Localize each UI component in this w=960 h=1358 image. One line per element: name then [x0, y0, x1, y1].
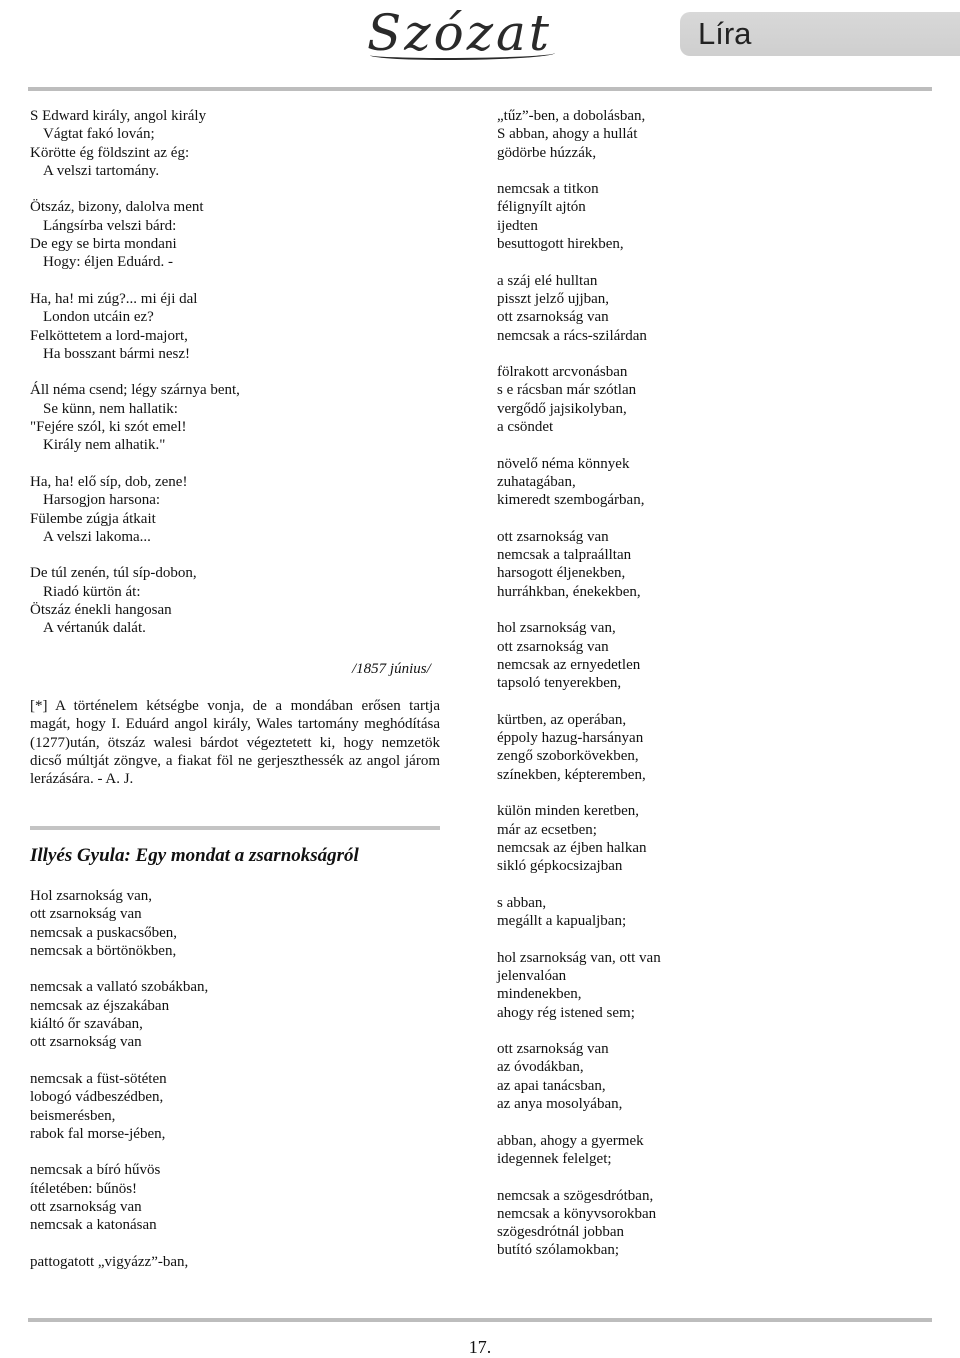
verse-line: ott zsarnokság van — [497, 1041, 609, 1058]
stanza — [497, 802, 917, 875]
verse-line: Ha bosszant bármi nesz! — [43, 345, 191, 362]
verse-line: sikló gépkocsizajban — [497, 858, 623, 875]
verse-line: Ötszáz énekli hangosan — [30, 602, 172, 619]
verse-line: ott zsarnokság van — [497, 528, 609, 545]
verse-line: ott zsarnokság van — [497, 638, 609, 655]
verse-line: nemcsak a talpraálltan — [497, 547, 632, 564]
stanza — [30, 1253, 440, 1271]
stanza — [497, 180, 917, 253]
verse-line: ott zsarnokság van — [30, 1034, 142, 1051]
verse-line: színekben, képteremben, — [497, 766, 646, 783]
verse-line: Lángsírba velszi bárd: — [43, 217, 177, 234]
verse-line: s e rácsban már szótlan — [497, 382, 637, 399]
footnote: [*] A történelem kétségbe vonja, de a mondában erősen tartja magát, hogy I. Eduárd angol király, Wales tartomány meghódítása (1277)után, ötszáz walesi bárdot végeztetett ki, hogy nemzetök dicső múltját zöngve, a fiakat föl ne gerjeszthessék az angol járom lerázására. - A. J. — [30, 698, 440, 788]
verse-line: fölrakott arcvonásban — [497, 364, 628, 381]
verse-line: Fülembe zúgja átkait — [30, 510, 156, 527]
stanza — [30, 978, 440, 1051]
verse-line: a csöndet — [497, 419, 554, 436]
stanza — [30, 473, 442, 546]
verse-line: "Fejére szól, ki szót emel! — [30, 419, 187, 436]
verse-line: Ha, ha! elő síp, dob, zene! — [30, 473, 188, 490]
verse-line: kimeredt szembogárban, — [497, 492, 645, 509]
verse-line: Király nem alhatik." — [43, 437, 166, 454]
stanza — [30, 564, 442, 637]
verse-line: S abban, ahogy a hullát — [497, 126, 638, 143]
stanza — [497, 894, 917, 931]
verse-line: ott zsarnokság van — [30, 1199, 142, 1216]
verse-line: tapsoló tenyerekben, — [497, 675, 622, 692]
page-number: 17. — [468, 1337, 492, 1357]
stanza — [30, 290, 442, 363]
verse-line: s abban, — [497, 894, 547, 911]
verse-line: félignyílt ajtón — [497, 199, 586, 216]
verse-line: beismerésben, — [30, 1107, 116, 1124]
stanza — [497, 1187, 917, 1260]
verse-line: gödörbe húzzák, — [497, 144, 597, 161]
verse-line: idegennek felelget; — [497, 1150, 612, 1167]
verse-line: „tűz”-ben, a dobolásban, — [497, 108, 646, 124]
stanza — [30, 107, 442, 180]
stanza — [497, 363, 917, 436]
stanza — [497, 272, 917, 345]
verse-line: szögesdrótnál jobban — [497, 1224, 625, 1241]
verse-line: besuttogott hirekben, — [497, 236, 624, 253]
verse-line: megállt a kapualjban; — [497, 913, 627, 930]
verse-line: nemcsak a könyvsorokban — [497, 1205, 657, 1222]
verse-line: Körötte ég földszint az ég: — [30, 144, 190, 161]
verse-line: növelő néma könnyek — [497, 455, 630, 472]
verse-line: az anya mosolyában, — [497, 1096, 623, 1113]
verse-line: az óvodákban, — [497, 1059, 584, 1076]
stanza — [497, 107, 917, 162]
verse-line: nemcsak a rács-szilárdan — [497, 327, 647, 344]
verse-line: nemcsak az éjszakában — [30, 997, 170, 1014]
verse-line: nemcsak az éjben halkan — [497, 839, 647, 856]
verse-line: éppoly hazug-harsányan — [497, 730, 644, 747]
verse-line: nemcsak a szögesdrótban, — [497, 1187, 654, 1204]
section-tab: Líra — [680, 12, 960, 56]
verse-line: rabok fal morse-jében, — [30, 1125, 166, 1142]
verse-line: London utcáin ez? — [43, 309, 154, 326]
stanza — [30, 1161, 440, 1234]
page-header — [0, 0, 960, 92]
verse-line: pattogatott „vigyázz”-ban, — [30, 1253, 189, 1270]
footer-divider — [28, 1318, 932, 1322]
verse-line: lobogó vádbeszédben, — [30, 1089, 164, 1106]
stanza — [497, 949, 917, 1022]
verse-line: ijedten — [497, 217, 538, 234]
verse-line: A velszi lakoma... — [43, 528, 151, 545]
verse-line: mindenekben, — [497, 986, 582, 1003]
verse-line: az apai tanácsban, — [497, 1077, 606, 1094]
verse-line: abban, ahogy a gyermek — [497, 1132, 644, 1149]
verse-line: nemcsak a bíró hűvös — [30, 1162, 161, 1179]
verse-line: nemcsak a börtönökben, — [30, 942, 177, 959]
verse-line: nemcsak a titkon — [497, 181, 599, 198]
section-divider — [30, 826, 440, 830]
verse-line: harsogott éljenekben, — [497, 565, 626, 582]
verse-line: S Edward király, angol király — [30, 108, 207, 124]
logo-text: Szózat — [367, 4, 552, 62]
verse-line: külön minden keretben, — [497, 803, 640, 820]
poem-signature: /1857 június/ — [352, 661, 431, 677]
verse-line: Se künn, nem hallatik: — [43, 400, 178, 417]
verse-line: Felköttetem a lord-majort, — [30, 327, 188, 344]
illyes-poem-left-column — [30, 887, 440, 1290]
verse-line: Harsogjon harsona: — [43, 492, 161, 509]
verse-line: hol zsarnokság van, — [497, 620, 616, 637]
verse-line: zuhatagában, — [497, 473, 576, 490]
verse-line: Ötszáz, bizony, dalolva ment — [30, 199, 204, 216]
illyes-poem-right-column — [497, 107, 917, 1278]
verse-line: nemcsak az ernyedetlen — [497, 656, 641, 673]
stanza — [497, 1040, 917, 1113]
verse-line: A velszi tartomány. — [43, 162, 160, 179]
stanza — [30, 887, 440, 960]
stanza — [497, 455, 917, 510]
verse-line: pisszt jelző ujjban, — [497, 290, 610, 307]
verse-line: Vágtat fakó lován; — [43, 126, 155, 143]
stanza — [497, 528, 917, 601]
verse-line: Hol zsarnokság van, — [30, 888, 153, 904]
verse-line: a száj elé hulltan — [497, 272, 598, 289]
verse-line: kürtben, az operában, — [497, 711, 627, 728]
verse-line: vergődő jajsikolyban, — [497, 400, 627, 417]
verse-line: már az ecsetben; — [497, 821, 597, 838]
verse-line: jelenvalóan — [497, 967, 567, 984]
verse-line: nemcsak a puskacsőben, — [30, 924, 178, 941]
verse-line: nemcsak a vallató szobákban, — [30, 979, 209, 996]
stanza — [497, 619, 917, 692]
verse-line: butító szólamokban; — [497, 1242, 620, 1259]
verse-line: De túl zenén, túl síp-dobon, — [30, 565, 197, 582]
header-divider — [28, 87, 932, 91]
section-title: Illyés Gyula: Egy mondat a zsarnokságról — [30, 845, 359, 866]
verse-line: ahogy rég istened sem; — [497, 1004, 635, 1021]
verse-line: nemcsak a katonásan — [30, 1217, 157, 1234]
verse-line: kiáltó őr szavában, — [30, 1016, 143, 1033]
magazine-logo — [352, 0, 567, 70]
stanza — [30, 1070, 440, 1143]
verse-line: Áll néma csend; légy szárnya bent, — [30, 382, 240, 399]
verse-line: Riadó kürtön át: — [43, 583, 141, 600]
verse-line: zengő szoborkövekben, — [497, 748, 639, 765]
stanza — [30, 381, 442, 454]
left-poem — [30, 107, 442, 656]
verse-line: hol zsarnokság van, ott van — [497, 949, 661, 966]
verse-line: De egy se birta mondani — [30, 236, 177, 253]
stanza — [497, 711, 917, 784]
verse-line: Ha, ha! mi zúg?... mi éji dal — [30, 290, 198, 307]
verse-line: hurráhkban, énekekben, — [497, 583, 641, 600]
verse-line: A vértanúk dalát. — [43, 620, 146, 637]
verse-line: ott zsarnokság van — [497, 309, 609, 326]
verse-line: Hogy: éljen Eduárd. - — [43, 254, 173, 271]
stanza — [30, 198, 442, 271]
verse-line: nemcsak a füst-sötéten — [30, 1070, 167, 1087]
stanza — [497, 1132, 917, 1169]
verse-line: ítéletében: bűnös! — [30, 1180, 138, 1197]
verse-line: ott zsarnokság van — [30, 906, 142, 923]
